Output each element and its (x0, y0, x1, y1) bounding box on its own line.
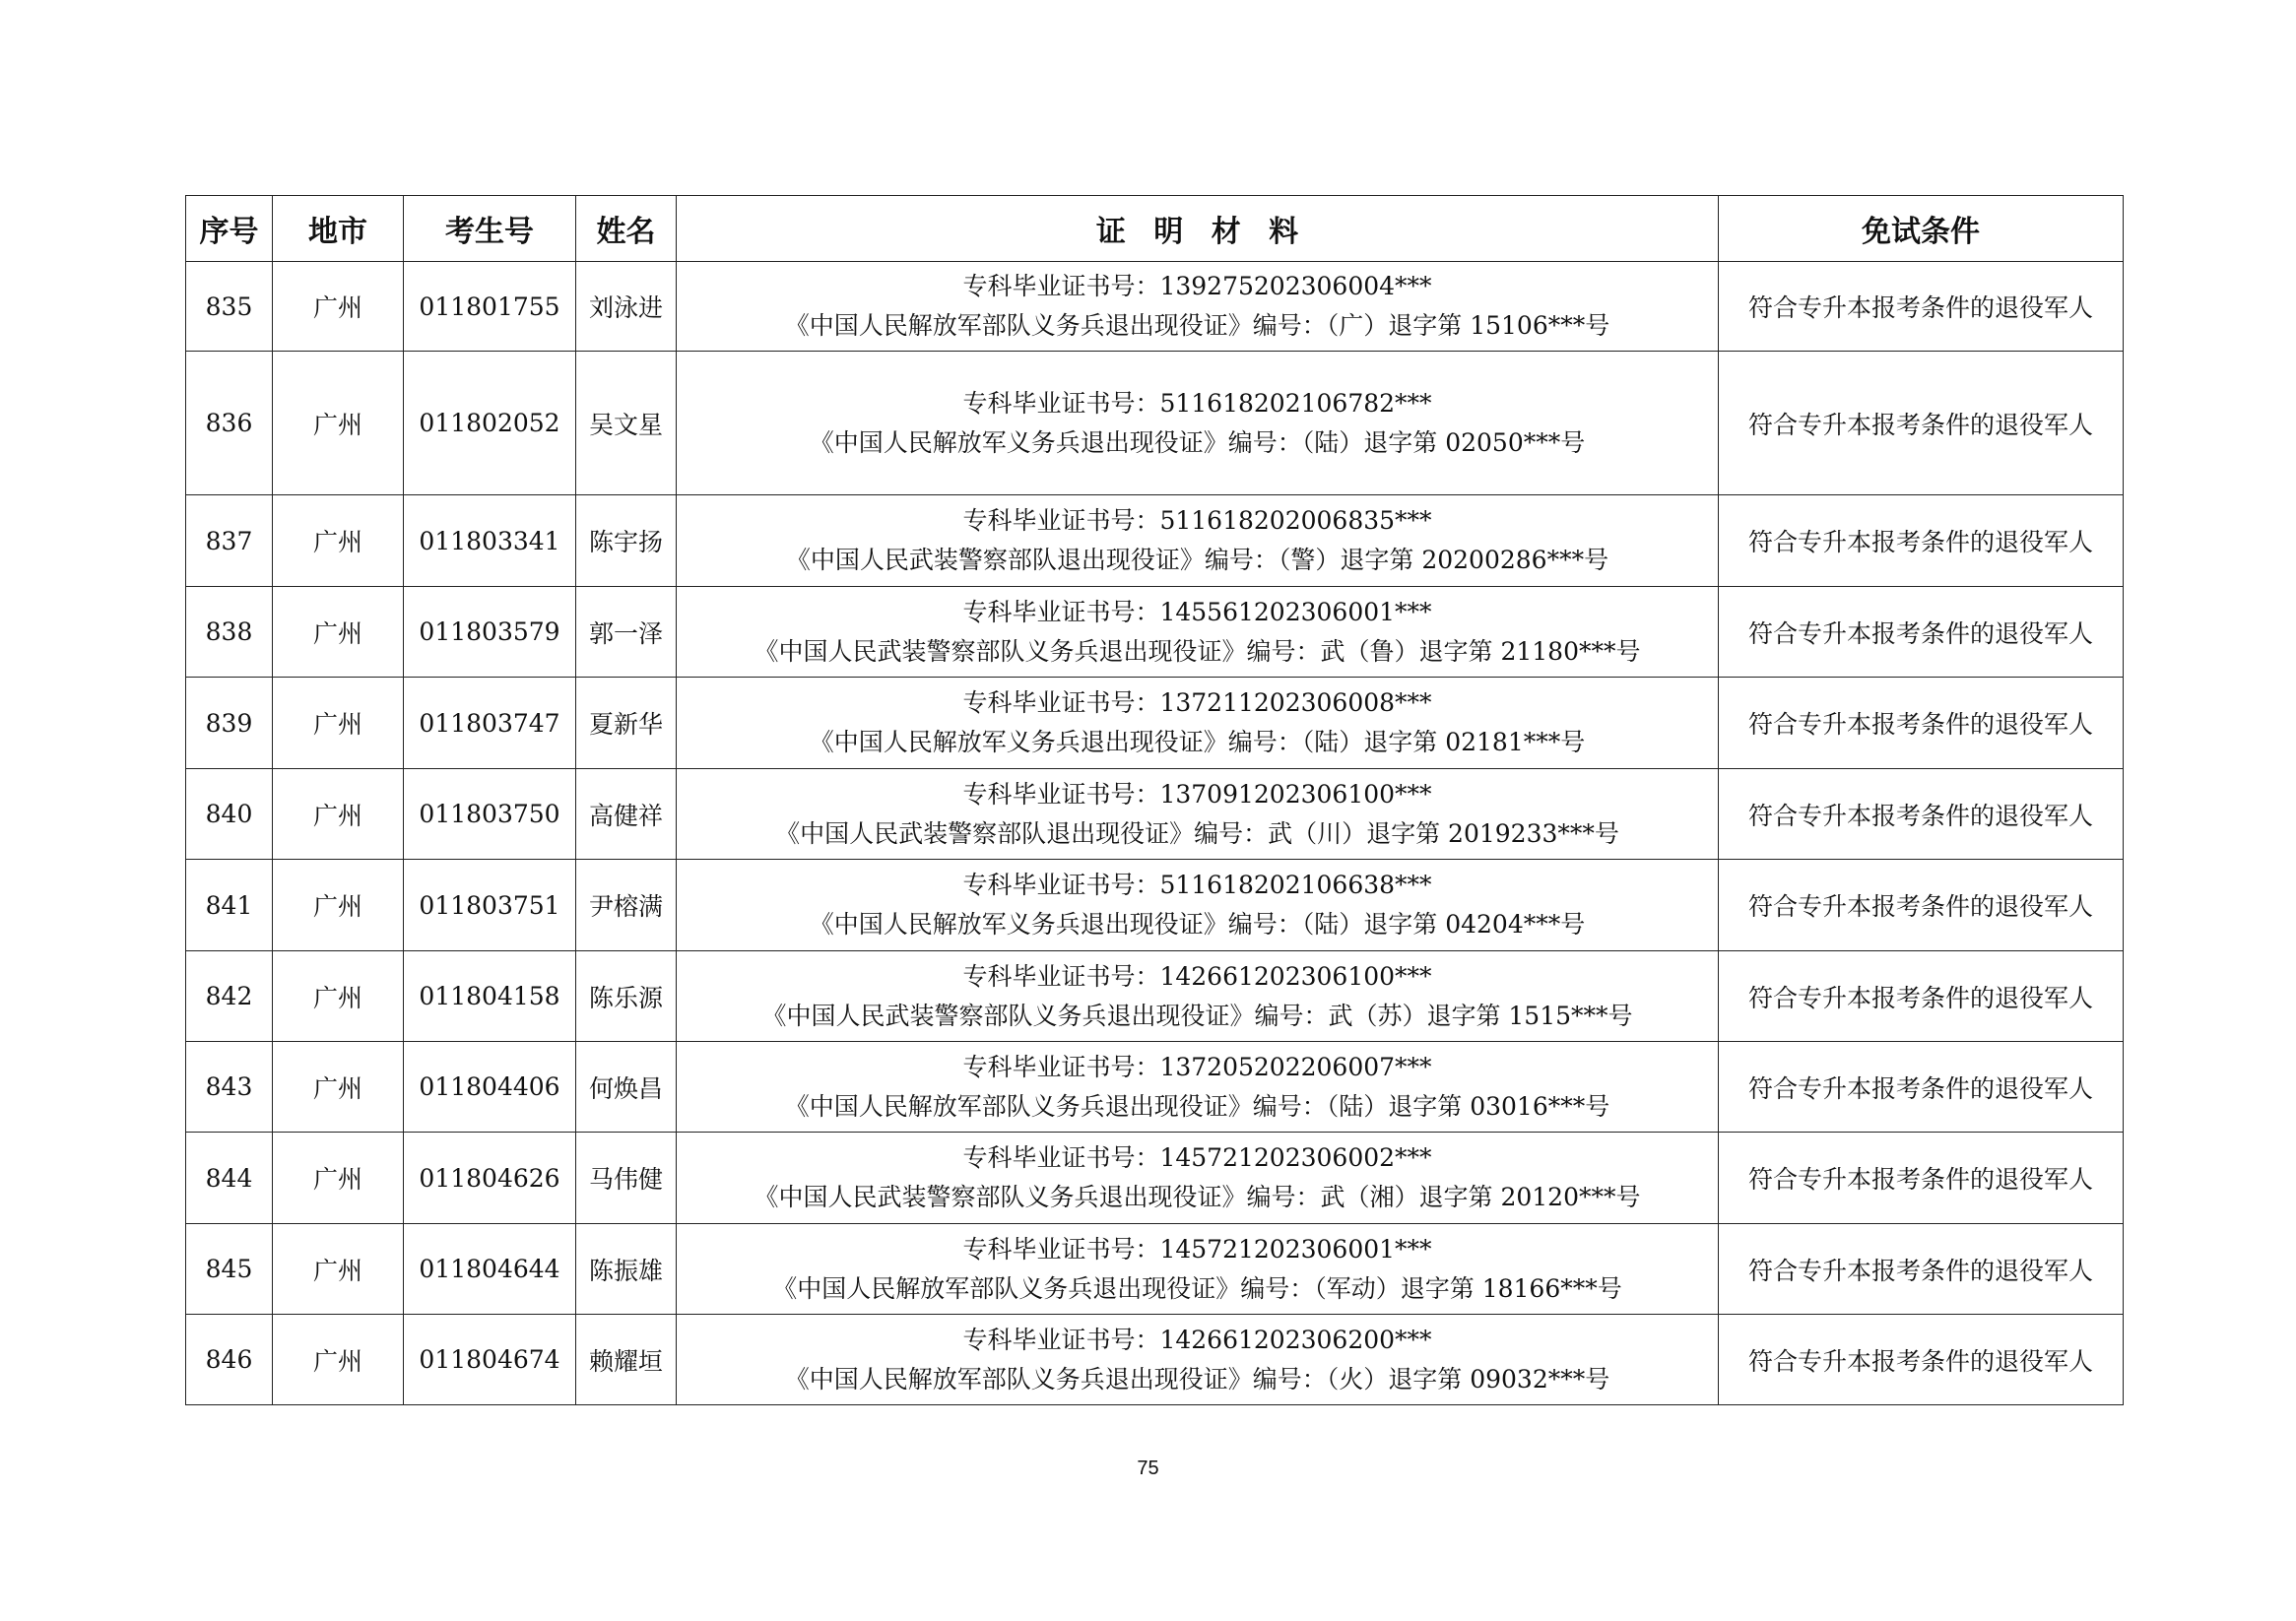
cell-city: 广州 (273, 1042, 404, 1133)
table-row (186, 951, 2124, 1042)
cell-material (677, 1224, 1719, 1315)
table-row (186, 352, 2124, 495)
cell-condition: 符合专升本报考条件的退役军人 (1719, 495, 2124, 587)
certificate-number: 专科毕业证书号：145721202306002*** (962, 1143, 1432, 1172)
cell-exam-no: 011803750 (404, 769, 576, 860)
cell-condition: 符合专升本报考条件的退役军人 (1719, 1224, 2124, 1315)
cell-condition: 符合专升本报考条件的退役军人 (1719, 678, 2124, 769)
cell-name: 高健祥 (576, 769, 677, 860)
cell-exam-no: 011804626 (404, 1133, 576, 1224)
cell-condition: 符合专升本报考条件的退役军人 (1719, 951, 2124, 1042)
certificate-number: 专科毕业证书号：137205202206007*** (962, 1052, 1432, 1081)
certificate-number: 专科毕业证书号：137211202306008*** (962, 688, 1432, 717)
cell-material (677, 1042, 1719, 1133)
cell-seq: 846 (186, 1315, 273, 1405)
cell-seq: 838 (186, 587, 273, 678)
header-city: 地市 (273, 196, 404, 262)
cell-condition: 符合专升本报考条件的退役军人 (1719, 860, 2124, 951)
cell-name: 何焕昌 (576, 1042, 677, 1133)
cell-name: 尹榕满 (576, 860, 677, 951)
cell-exam-no: 011803341 (404, 495, 576, 587)
table-row (186, 587, 2124, 678)
cell-seq: 837 (186, 495, 273, 587)
cell-name: 陈乐源 (576, 951, 677, 1042)
cell-seq: 840 (186, 769, 273, 860)
cell-city: 广州 (273, 1224, 404, 1315)
cell-material (677, 587, 1719, 678)
header-exam-no: 考生号 (404, 196, 576, 262)
cell-city: 广州 (273, 860, 404, 951)
cell-city: 广州 (273, 769, 404, 860)
discharge-certificate: 《中国人民武装警察部队退出现役证》编号：武（川）退字第 2019233***号 (775, 818, 1619, 848)
cell-exam-no: 011803579 (404, 587, 576, 678)
table-row (186, 262, 2124, 352)
certificate-number: 专科毕业证书号：139275202306004*** (962, 272, 1432, 300)
cell-city: 广州 (273, 495, 404, 587)
table-row (186, 1315, 2124, 1405)
cell-name: 陈宇扬 (576, 495, 677, 587)
cell-seq: 843 (186, 1042, 273, 1133)
discharge-certificate: 《中国人民武装警察部队义务兵退出现役证》编号：武（苏）退字第 1515***号 (761, 1001, 1633, 1030)
cell-material (677, 769, 1719, 860)
discharge-certificate: 《中国人民解放军义务兵退出现役证》编号：（陆）退字第 02181***号 (809, 728, 1586, 756)
discharge-certificate: 《中国人民解放军部队义务兵退出现役证》编号：（军动）退字第 18166***号 (772, 1273, 1622, 1303)
cell-material (677, 262, 1719, 352)
discharge-certificate: 《中国人民解放军部队义务兵退出现役证》编号：（广）退字第 15106***号 (784, 311, 1610, 340)
cell-condition: 符合专升本报考条件的退役军人 (1719, 1042, 2124, 1133)
cell-exam-no: 011804158 (404, 951, 576, 1042)
cell-city: 广州 (273, 262, 404, 352)
cell-condition: 符合专升本报考条件的退役军人 (1719, 262, 2124, 352)
cell-name: 夏新华 (576, 678, 677, 769)
cell-condition: 符合专升本报考条件的退役军人 (1719, 352, 2124, 495)
table-header (186, 196, 2124, 262)
cell-seq: 845 (186, 1224, 273, 1315)
cell-city: 广州 (273, 1133, 404, 1224)
table-row (186, 495, 2124, 587)
header-condition: 免试条件 (1719, 196, 2124, 262)
cell-seq: 836 (186, 352, 273, 495)
cell-name: 赖耀垣 (576, 1315, 677, 1405)
cell-city: 广州 (273, 951, 404, 1042)
cell-city: 广州 (273, 352, 404, 495)
header-name: 姓名 (576, 196, 677, 262)
header-row (186, 196, 2124, 262)
cell-material (677, 352, 1719, 495)
cell-exam-no: 011802052 (404, 352, 576, 495)
certificate-number: 专科毕业证书号：511618202006835*** (962, 506, 1432, 535)
cell-seq: 839 (186, 678, 273, 769)
cell-material (677, 1315, 1719, 1405)
cell-exam-no: 011804406 (404, 1042, 576, 1133)
table-row (186, 860, 2124, 951)
cell-seq: 844 (186, 1133, 273, 1224)
table-row (186, 1224, 2124, 1315)
certificate-number: 专科毕业证书号：137091202306100*** (962, 779, 1432, 809)
discharge-certificate: 《中国人民武装警察部队义务兵退出现役证》编号：武（鲁）退字第 21180***号 (754, 636, 1641, 666)
candidate-table (185, 195, 2124, 1405)
cell-seq: 842 (186, 951, 273, 1042)
cell-name: 陈振雄 (576, 1224, 677, 1315)
cell-exam-no: 011803747 (404, 678, 576, 769)
discharge-certificate: 《中国人民武装警察部队义务兵退出现役证》编号：武（湘）退字第 20120***号 (754, 1183, 1641, 1211)
cell-condition: 符合专升本报考条件的退役军人 (1719, 587, 2124, 678)
cell-material (677, 1133, 1719, 1224)
cell-city: 广州 (273, 678, 404, 769)
discharge-certificate: 《中国人民解放军义务兵退出现役证》编号：（陆）退字第 02050***号 (809, 427, 1586, 457)
discharge-certificate: 《中国人民武装警察部队退出现役证》编号：（警）退字第 20200286***号 (785, 546, 1609, 574)
certificate-number: 专科毕业证书号：145721202306001*** (962, 1234, 1432, 1264)
discharge-certificate: 《中国人民解放军部队义务兵退出现役证》编号：（陆）退字第 03016***号 (784, 1091, 1610, 1121)
cell-exam-no: 011801755 (404, 262, 576, 352)
cell-seq: 835 (186, 262, 273, 352)
cell-material (677, 678, 1719, 769)
cell-name: 吴文星 (576, 352, 677, 495)
cell-condition: 符合专升本报考条件的退役军人 (1719, 769, 2124, 860)
header-seq: 序号 (186, 196, 273, 262)
certificate-number: 专科毕业证书号：511618202106638*** (962, 871, 1432, 899)
cell-exam-no: 011804644 (404, 1224, 576, 1315)
cell-exam-no: 011804674 (404, 1315, 576, 1405)
certificate-number: 专科毕业证书号：142661202306100*** (962, 961, 1432, 991)
table-row (186, 769, 2124, 860)
cell-city: 广州 (273, 1315, 404, 1405)
cell-city: 广州 (273, 587, 404, 678)
certificate-number: 专科毕业证书号：511618202106782*** (962, 388, 1432, 418)
discharge-certificate: 《中国人民解放军部队义务兵退出现役证》编号：（火）退字第 09032***号 (784, 1364, 1610, 1394)
discharge-certificate: 《中国人民解放军义务兵退出现役证》编号：（陆）退字第 04204***号 (809, 910, 1586, 939)
table-row (186, 1042, 2124, 1133)
cell-material (677, 860, 1719, 951)
cell-name: 郭一泽 (576, 587, 677, 678)
table-row (186, 678, 2124, 769)
certificate-number: 专科毕业证书号：142661202306200*** (962, 1325, 1432, 1354)
certificate-number: 专科毕业证书号：145561202306001*** (962, 597, 1432, 626)
cell-material (677, 951, 1719, 1042)
table-body (186, 262, 2124, 1405)
cell-name: 刘泳进 (576, 262, 677, 352)
cell-material (677, 495, 1719, 587)
cell-condition: 符合专升本报考条件的退役军人 (1719, 1133, 2124, 1224)
cell-exam-no: 011803751 (404, 860, 576, 951)
cell-name: 马伟健 (576, 1133, 677, 1224)
page-number: 75 (1137, 1458, 1159, 1479)
cell-seq: 841 (186, 860, 273, 951)
table-row (186, 1133, 2124, 1224)
header-material: 证 明 材 料 (677, 196, 1719, 262)
cell-condition: 符合专升本报考条件的退役军人 (1719, 1315, 2124, 1405)
